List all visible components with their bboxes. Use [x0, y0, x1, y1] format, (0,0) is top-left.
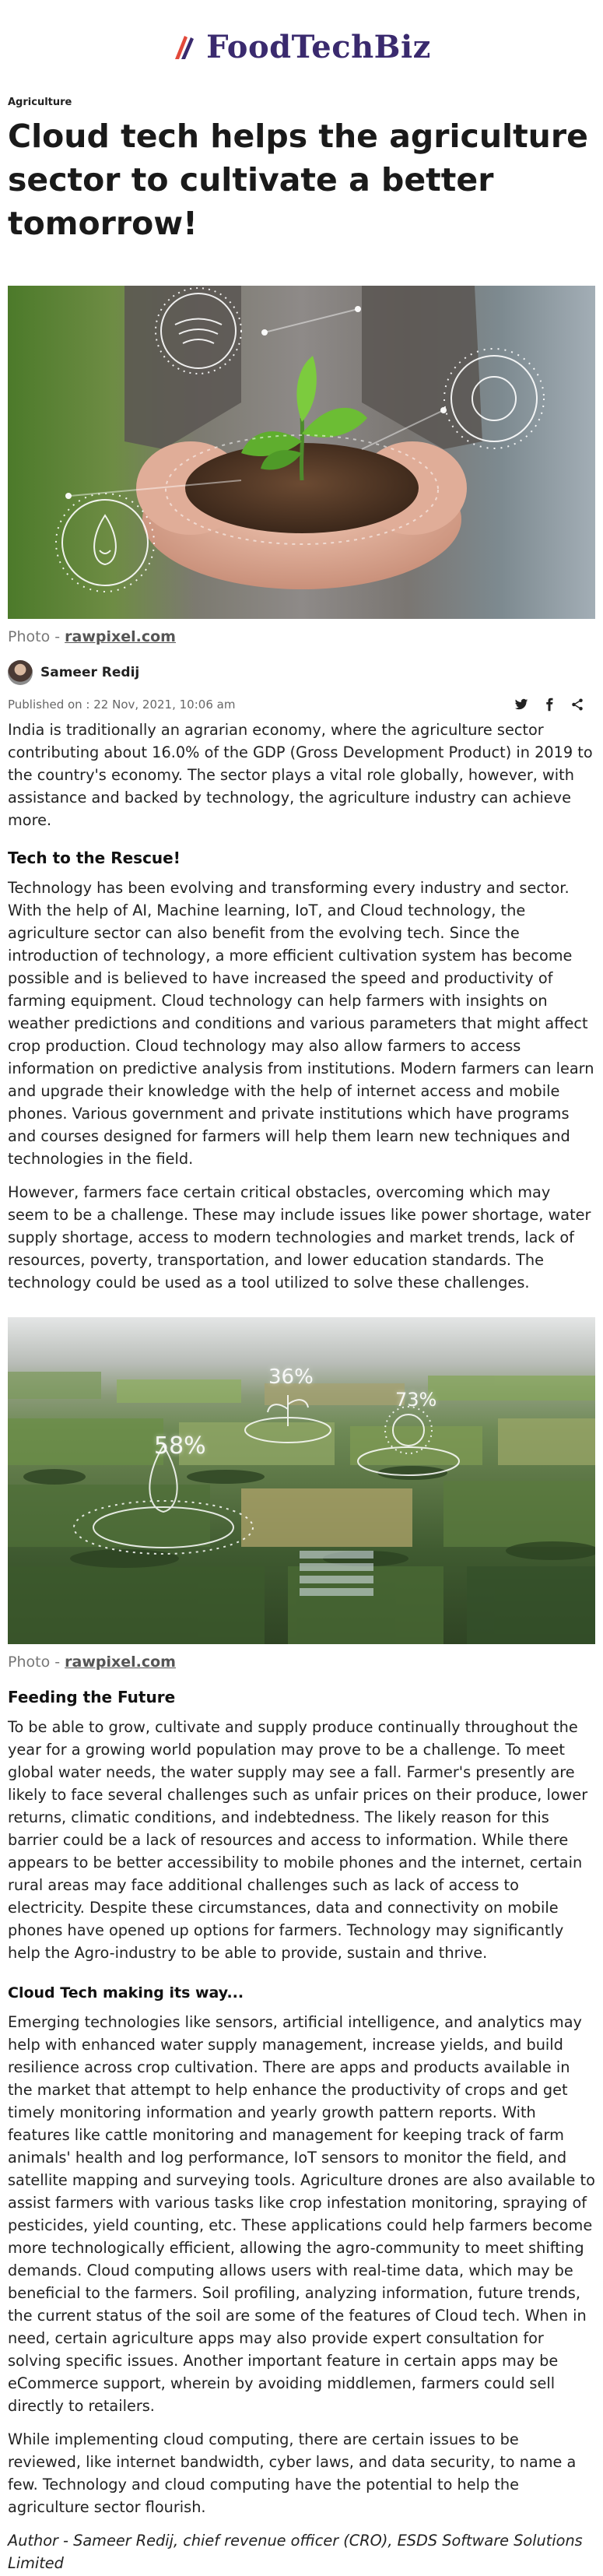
article-category[interactable]: Agriculture — [8, 97, 72, 108]
hero-caption — [8, 628, 595, 645]
share-icons — [514, 698, 595, 712]
farm-image — [8, 1317, 595, 1644]
logo-leaf-icon — [172, 33, 198, 61]
readout-58: 58% — [154, 1432, 206, 1460]
readout-36: 36% — [268, 1365, 314, 1389]
meta-row — [8, 691, 595, 719]
avatar[interactable] — [8, 660, 33, 685]
facebook-icon[interactable] — [542, 698, 556, 712]
farm-caption — [8, 1653, 595, 1671]
article-page — [8, 0, 595, 2574]
hero-caption-source-link[interactable]: rawpixel.com — [65, 628, 176, 645]
site-header — [8, 0, 595, 93]
section1-paragraph-1: Technology has been evolving and transforming every industry and sector. With the help of AI, Machine learning, IoT, and Cloud technology, the agriculture sector can also benefit from the evolving tech. Since the introduction of technology, a more efficient cultivation system has become possible and is believed to have increased the speed and productivity of farming equipment. Cloud technology can help farmers with insights on weather predictions and conditions and various parameters that might affect crop production. Cloud technology may also allow farmers to access information on predictive analysis from institutions. Modern farmers can learn and upgrade their knowledge with the help of internet access and mobile phones. Various government and private institutions which have programs and courses designed for farmers will help them learn new techniques and technologies in the field. — [8, 879, 594, 1168]
author-byline: Author - Sameer Redij, chief revenue officer (CRO), ESDS Software Solutions Limited — [8, 2532, 583, 2572]
article-title: Cloud tech helps the agriculture sector to cultivate a better tomorrow! — [8, 118, 588, 242]
author-name[interactable]: Sameer Redij — [40, 665, 140, 680]
hero-image — [8, 286, 595, 619]
published-date: Published on : 22 Nov, 2021, 10:06 am — [8, 698, 236, 712]
section-title-feeding-future: Feeding the Future — [8, 1688, 176, 1706]
site-name: FoodTechBiz — [206, 28, 431, 65]
hero-caption-prefix: Photo - — [8, 628, 65, 645]
share-icon[interactable] — [570, 698, 584, 712]
twitter-icon[interactable] — [514, 698, 528, 712]
section-title-tech-rescue: Tech to the Rescue! — [8, 849, 181, 867]
section-title-cloud-tech: Cloud Tech making its way... — [8, 1984, 244, 2001]
article-intro: India is traditionally an agrarian economy, where the agriculture sector contributing about 16.0% of the GDP (Gross Development Product) in 2019 to the country's economy. The sector plays a vital role globally, however, with assistance and backed by technology, the agriculture industry can achieve more. — [8, 721, 593, 829]
section2-paragraph-1: To be able to grow, cultivate and supply produce continually throughout the year for a growing world population may prove to be a challenge. To meet global water needs, the water supply may see a fall. Farmer's presently are likely to face several challenges such as unfair prices on their produce, lower returns, climatic conditions, and indebtedness. The likely reason for this barrier could be a lack of resources and access to information. While there appears to be better accessibility to mobile phones and the internet, certain rural areas may face additional challenges such as lack of access to electricity. Despite these circumstances, data and connectivity on mobile phones have opened up options for farmers. Technology may significantly help the Agro-industry to be able to provide, sustain and thrive. — [8, 1718, 588, 1962]
section3-paragraph-1: Emerging technologies like sensors, artificial intelligence, and analytics may help with enhanced water supply management, increase yields, and build resilience across crop cultivation. There are apps and products available in the market that attempt to help enhance the productivity of crops and get timely monitoring information and yearly growth pattern reports. With features like cattle monitoring and management for keeping track of farm animals' health and log performance, IoT sensors to monitor the field, and satellite mapping and surveying tools. Agriculture drones are also available to assist farmers with various tasks like crop infestation monitoring, spraying of pesticides, yield counting, etc. These applications could help farmers become more technologically efficient, allowing the agro-community to meet shifting demands. Cloud computing allows users with real-time data, which may be beneficial to the farmers. Soil profiling, analyzing information, future trends, the current status of the soil are some of the features of Cloud tech. When in need, certain agriculture apps may also provide expert consultation for solving specific issues. Another important feature in certain apps may be eCommerce support, wherein by avoiding middlemen, farmers could sell directly to retailers. — [8, 2013, 595, 2415]
author-row — [8, 659, 595, 686]
section1-paragraph-2: However, farmers face certain critical obstacles, overcoming which may seem to be a challenge. These may include issues like power shortage, water supply shortage, access to modern technologies and market trends, lack of resources, poverty, transportation, and lower education standards. The technology could be used as a tool utilized to solve these challenges. — [8, 1183, 591, 1292]
readout-73: 73% — [395, 1389, 437, 1411]
site-logo[interactable] — [172, 29, 431, 65]
farm-caption-source-link[interactable]: rawpixel.com — [65, 1653, 176, 1671]
section3-paragraph-2: While implementing cloud computing, there are certain issues to be reviewed, like internet bandwidth, cyber laws, and data security, to name a few. Technology and cloud computing have the potential to help the agriculture sector flourish. — [8, 2430, 577, 2516]
farm-caption-prefix: Photo - — [8, 1653, 65, 1671]
